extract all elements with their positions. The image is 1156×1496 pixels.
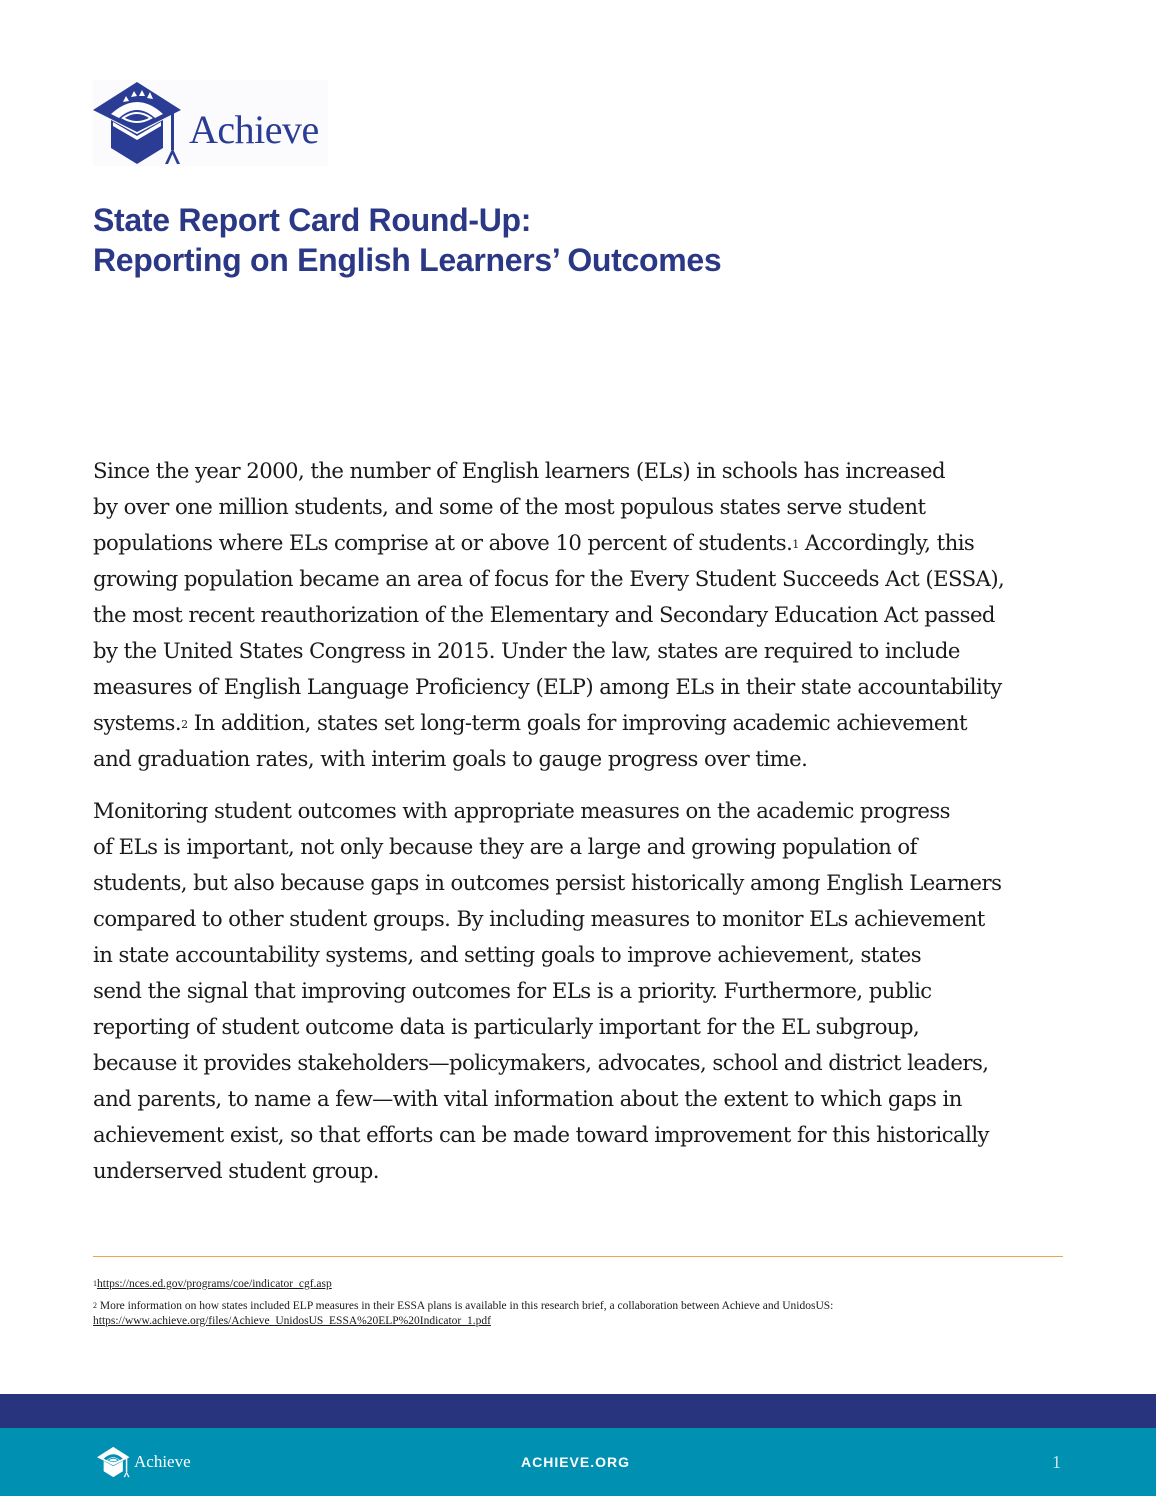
paragraph-1	[93, 453, 1068, 777]
text-line: achievement exist, so that efforts can be made toward improvement for this historically	[93, 1122, 989, 1147]
footnote-ref-2[interactable]: 2	[181, 718, 188, 731]
text-line: measures of English Language Proficiency (ELP) among ELs in their state accountability	[93, 674, 1002, 699]
footnote-1-link[interactable]: https://nces.ed.gov/programs/coe/indicator_cgf.asp	[97, 1278, 332, 1290]
graduation-cap-sun-icon	[93, 80, 185, 166]
text-line: by over one million students, and some of the most populous states serve student	[93, 494, 926, 519]
paragraph-2	[93, 793, 1068, 1189]
page-title	[93, 200, 721, 280]
text-line: in state accountability systems, and setting goals to improve achievement, states	[93, 942, 922, 967]
text-line: send the signal that improving outcomes for ELs is a priority. Furthermore, public	[93, 978, 932, 1003]
graduation-cap-sun-icon	[97, 1446, 131, 1478]
footnote-divider	[93, 1256, 1063, 1257]
text-line: and graduation rates, with interim goals to gauge progress over time.	[93, 746, 808, 771]
title-line-2: Reporting on English Learners’ Outcomes	[93, 242, 722, 278]
logo-wordmark: Achieve	[189, 107, 319, 152]
text-line: growing population became an area of focus for the Every Student Succeeds Act (ESSA),	[93, 566, 1005, 591]
text-line: of ELs is important, not only because they are a large and growing population of	[93, 834, 917, 859]
achieve-logo	[93, 80, 328, 166]
text-line: by the United States Congress in 2015. Under the law, states are required to include	[93, 638, 960, 663]
footnote-ref-1[interactable]: 1	[792, 538, 799, 551]
text-line: Monitoring student outcomes with appropriate measures on the academic progress	[93, 798, 950, 823]
body-text	[93, 453, 1068, 1205]
footnote-1: $^1$https://nces.ed.gov/programs/coe/indicator_cgf.asp	[93, 1278, 332, 1290]
text-line: Since the year 2000, the number of English learners (ELs) in schools has increased	[93, 458, 945, 483]
footnote-2-link[interactable]: https://www.achieve.org/files/Achieve_UnidosUS_ESSA%20ELP%20Indicator_1.pdf	[93, 1315, 491, 1327]
title-line-1: State Report Card Round-Up:	[93, 202, 532, 238]
text-line: because it provides stakeholders—policymakers, advocates, school and district leaders,	[93, 1050, 989, 1075]
footer-logo	[97, 1446, 197, 1478]
text-line: and parents, to name a few—with vital information about the extent to which gaps in	[93, 1086, 962, 1111]
text-line: students, but also because gaps in outcomes persist historically among English Learners	[93, 870, 1002, 895]
footer-top-band	[0, 1394, 1156, 1428]
text-line: underserved student group.	[93, 1158, 379, 1183]
footnote-2-link-line	[93, 1314, 491, 1328]
text-line: populations where ELs comprise at or above 10 percent of students.$^1$ Accordingly, this	[93, 530, 975, 555]
page-number: 1	[1052, 1452, 1061, 1472]
footnote-2: $^2$ More information on how states included ELP measures in their ESSA plans is available in this research brief, a collaboration between Achieve and UnidosUS:	[93, 1300, 834, 1312]
text-line: the most recent reauthorization of the Elementary and Secondary Education Act passed	[93, 602, 995, 627]
text-line: compared to other student groups. By including measures to monitor ELs achievement	[93, 906, 985, 931]
footer-logo-wordmark: Achieve	[134, 1452, 191, 1471]
footer-site-link[interactable]: ACHIEVE.ORG	[521, 1454, 631, 1470]
text-line: systems.$^2$ In addition, states set long-term goals for improving academic achievement	[93, 710, 967, 735]
text-line: reporting of student outcome data is particularly important for the EL subgroup,	[93, 1014, 920, 1039]
